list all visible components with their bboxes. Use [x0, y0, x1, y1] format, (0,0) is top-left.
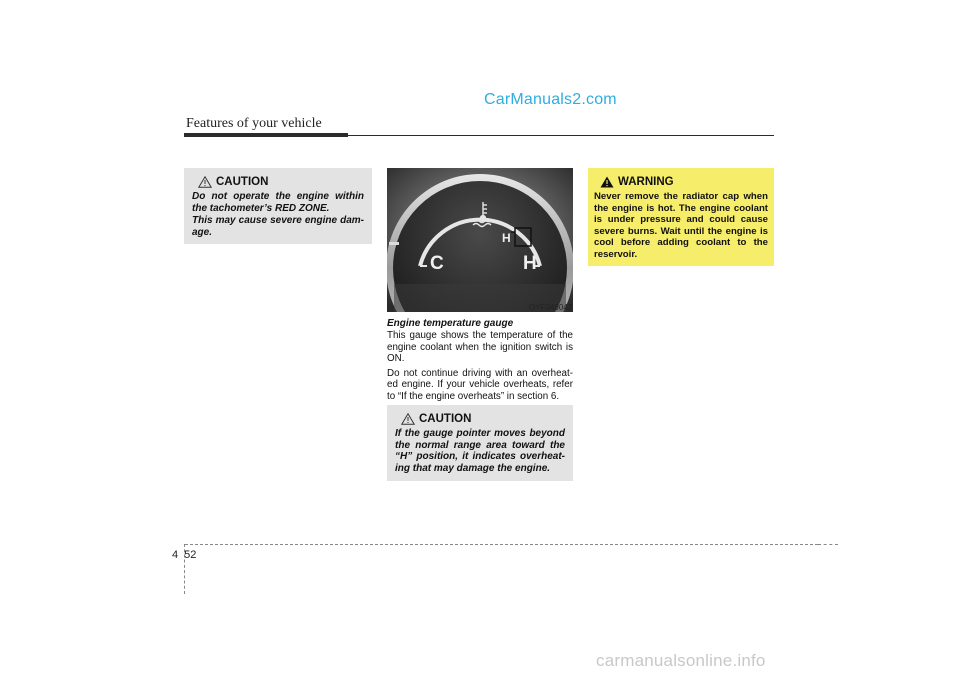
gauge-hot-small-label: H [502, 231, 511, 245]
header-rule-thin [348, 135, 774, 136]
footer-rule [185, 544, 818, 545]
site-link[interactable]: CarManuals2.com [484, 91, 617, 108]
caution-line-1: Do not operate the engine within the tachometer’s RED ZONE. [192, 191, 364, 214]
figure-code: OYF049047 [529, 303, 573, 312]
page-number-value: 52 [184, 549, 197, 561]
page-number [172, 549, 196, 561]
caution-box-gauge [387, 405, 573, 481]
engine-temperature-gauge-photo [387, 168, 573, 312]
watermark-text: carmanualsonline.info [596, 651, 766, 670]
warning-triangle-icon [600, 176, 614, 188]
section-heading: Engine temperature gauge [387, 318, 514, 329]
caution-triangle-icon [401, 413, 415, 425]
section-paragraph-1: This gauge shows the temperature of the engine coolant when the ignition switch is ON. [387, 330, 573, 365]
warning-title: WARNING [618, 176, 674, 188]
gauge-hot-label: H [523, 253, 537, 274]
caution-text: If the gauge pointer moves beyond the normal range area toward the “H” position, it indicates overheat-ing that may damage the engine. [395, 428, 565, 474]
header-rule-thick [184, 133, 348, 137]
caution-title: CAUTION [216, 176, 269, 188]
caution-line-2: This may cause severe engine dam-age. [192, 215, 364, 238]
section-paragraph-2: Do not continue driving with an overheat-ed engine. If your vehicle overheats, refer to “If the engine overheats” in section 6. [387, 367, 573, 402]
caution-title: CAUTION [419, 413, 472, 425]
warning-text: Never remove the radiator cap when the engine is hot. The engine coolant is under pressure and could cause severe burns. Wait until the engine is cool before adding coolant to the reservoir. [594, 191, 768, 260]
gauge-cold-label: C [430, 253, 444, 274]
page-header-title: Features of your vehicle [186, 116, 322, 131]
footer-rule-end [818, 544, 838, 545]
caution-box-tachometer [184, 168, 372, 244]
caution-triangle-icon [198, 176, 212, 188]
warning-box [588, 168, 774, 266]
section-number: 4 [172, 549, 179, 561]
section-body [387, 330, 573, 406]
